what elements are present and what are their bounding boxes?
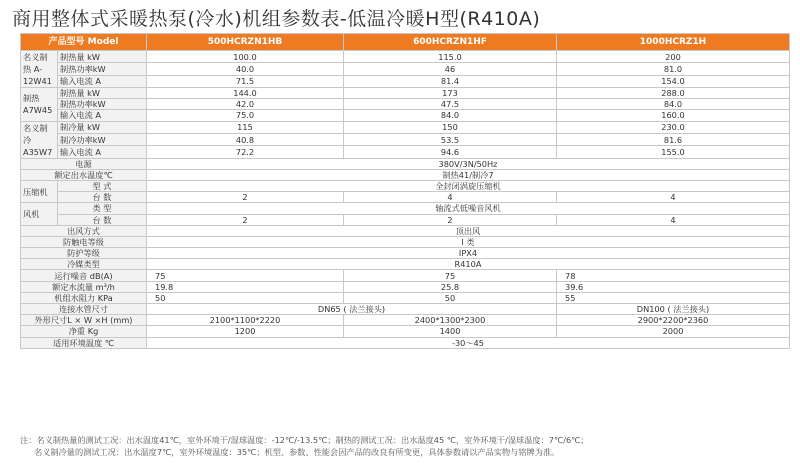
- group-heat-a12: 名义制热 A-12W41: [21, 51, 58, 88]
- table-row: [21, 146, 790, 158]
- row-label: 防护等级: [21, 248, 147, 259]
- row-label: 净重 Kg: [21, 326, 147, 337]
- cell: 154.0: [557, 75, 790, 87]
- cell: 2: [147, 192, 344, 203]
- table-row: [21, 248, 790, 259]
- cell: 4: [557, 214, 790, 225]
- cell: 200: [557, 51, 790, 63]
- cell: 75: [147, 270, 344, 281]
- table-row: [21, 51, 790, 63]
- cell: I 类: [147, 236, 790, 247]
- cell: 50: [147, 292, 344, 303]
- cell: 173: [344, 88, 557, 99]
- cell: 顶出风: [147, 225, 790, 236]
- row-label: 防触电等级: [21, 236, 147, 247]
- footnotes: [20, 434, 589, 458]
- table-row: [21, 88, 790, 99]
- cell: 144.0: [147, 88, 344, 99]
- cell: 轴流式低噪音风机: [147, 203, 790, 214]
- row-label: 制热功率kW: [58, 99, 147, 110]
- row-label: 制冷量 kW: [58, 121, 147, 133]
- cell: 40.0: [147, 63, 344, 75]
- cell: 25.8: [344, 281, 557, 292]
- table-row: [21, 99, 790, 110]
- cell: 2900*2200*2360: [557, 315, 790, 326]
- table-row: [21, 214, 790, 225]
- row-label: 制冷功率kW: [58, 133, 147, 145]
- cell: 53.5: [344, 133, 557, 145]
- model-col-1: 500HCRZN1HB: [147, 34, 344, 51]
- row-label: 连接水管尺寸: [21, 304, 147, 315]
- page-title: 商用整体式采暖热泵(冷水)机组参数表-低温冷暖H型(R410A): [12, 8, 541, 30]
- table-row: [21, 259, 790, 270]
- table-row: [21, 315, 790, 326]
- cell: 2: [147, 214, 344, 225]
- table-row: [21, 225, 790, 236]
- cell: 1200: [147, 326, 344, 337]
- cell: DN100 ( 法兰接头): [557, 304, 790, 315]
- cell: DN65 ( 法兰接头): [147, 304, 557, 315]
- table-row: [21, 75, 790, 87]
- model-col-3: 1000HCRZ1H: [557, 34, 790, 51]
- cell: 4: [557, 192, 790, 203]
- cell: 155.0: [557, 146, 790, 158]
- row-label: 制热功率kW: [58, 63, 147, 75]
- table-row: [21, 326, 790, 337]
- table-row: [21, 169, 790, 180]
- cell: 2400*1300*2300: [344, 315, 557, 326]
- cell: 全封闭涡旋压缩机: [147, 180, 790, 191]
- cell: 72.2: [147, 146, 344, 158]
- cell: 160.0: [557, 110, 790, 121]
- spec-table: [20, 33, 790, 349]
- row-label: 额定出水温度℃: [21, 169, 147, 180]
- cell: 50: [344, 292, 557, 303]
- table-row: [21, 110, 790, 121]
- row-label: 出风方式: [21, 225, 147, 236]
- row-label: 输入电流 A: [58, 110, 147, 121]
- table-row: [21, 133, 790, 145]
- table-row: [21, 121, 790, 133]
- row-label: 外形尺寸L × W ×H (mm): [21, 315, 147, 326]
- cell: 115: [147, 121, 344, 133]
- cell: 78: [557, 270, 790, 281]
- cell: 47.5: [344, 99, 557, 110]
- row-label: 机组水阻力 KPa: [21, 292, 147, 303]
- group-cool-a35: 名义制冷 A35W7: [21, 121, 58, 158]
- cell: 2100*1100*2220: [147, 315, 344, 326]
- row-label: 台 数: [58, 192, 147, 203]
- footnote-line-1: 注：名义制热量的测试工况：出水温度41℃，室外环境干/湿球温度：-12℃/-13.5℃；制热的测试工况：出水温度45 ℃，室外环境干/湿球温度：7℃/6℃；: [20, 435, 589, 445]
- cell: 380V/3N/50Hz: [147, 158, 790, 169]
- cell: 75.0: [147, 110, 344, 121]
- row-label: 运行噪音 dB(A): [21, 270, 147, 281]
- cell: 19.8: [147, 281, 344, 292]
- cell: 81.6: [557, 133, 790, 145]
- row-label: 冷媒类型: [21, 259, 147, 270]
- cell: 100.0: [147, 51, 344, 63]
- table-row: [21, 292, 790, 303]
- table-row: [21, 304, 790, 315]
- cell: 94.6: [344, 146, 557, 158]
- table-row: [21, 203, 790, 214]
- table-row: [21, 236, 790, 247]
- cell: 40.8: [147, 133, 344, 145]
- cell: 55: [557, 292, 790, 303]
- row-label: 输入电流 A: [58, 75, 147, 87]
- table-row: [21, 192, 790, 203]
- cell: 制热41/制冷7: [147, 169, 790, 180]
- row-label: 制热量 kW: [58, 51, 147, 63]
- table-row: [21, 158, 790, 169]
- cell: R410A: [147, 259, 790, 270]
- cell: 46: [344, 63, 557, 75]
- cell: 84.0: [557, 99, 790, 110]
- cell: 42.0: [147, 99, 344, 110]
- cell: 115.0: [344, 51, 557, 63]
- row-label: 电源: [21, 158, 147, 169]
- cell: 2000: [557, 326, 790, 337]
- row-label: 类 型: [58, 203, 147, 214]
- row-label: 台 数: [58, 214, 147, 225]
- cell: 81.4: [344, 75, 557, 87]
- cell: 4: [344, 192, 557, 203]
- table-row: [21, 180, 790, 191]
- table-row: [21, 337, 790, 348]
- cell: 230.0: [557, 121, 790, 133]
- cell: 1400: [344, 326, 557, 337]
- group-compressor: 压缩机: [21, 180, 58, 202]
- cell: 84.0: [344, 110, 557, 121]
- cell: 288.0: [557, 88, 790, 99]
- table-row: [21, 63, 790, 75]
- group-heat-a7: 制热 A7W45: [21, 88, 58, 122]
- cell: 39.6: [557, 281, 790, 292]
- cell: 71.5: [147, 75, 344, 87]
- row-label: 型 式: [58, 180, 147, 191]
- row-label: 额定水流量 m³/h: [21, 281, 147, 292]
- group-fan: 风机: [21, 203, 58, 225]
- cell: 75: [344, 270, 557, 281]
- row-label: 适用环境温度 ℃: [21, 337, 147, 348]
- row-label: 制热量 kW: [58, 88, 147, 99]
- footnote-line-2: 名义制冷量的测试工况：出水温度7℃，室外环境温度：35℃；机型、参数、性能会因产品的改良有所变更，具体参数请以产品实物与铭牌为准。: [34, 447, 560, 457]
- cell: 150: [344, 121, 557, 133]
- cell: -30～45: [147, 337, 790, 348]
- table-row: [21, 270, 790, 281]
- cell: 81.0: [557, 63, 790, 75]
- model-header: 产品型号 Model: [21, 34, 147, 51]
- cell: IPX4: [147, 248, 790, 259]
- row-label: 输入电流 A: [58, 146, 147, 158]
- table-row: [21, 281, 790, 292]
- table-header-row: [21, 34, 790, 51]
- cell: 2: [344, 214, 557, 225]
- model-col-2: 600HCRZN1HF: [344, 34, 557, 51]
